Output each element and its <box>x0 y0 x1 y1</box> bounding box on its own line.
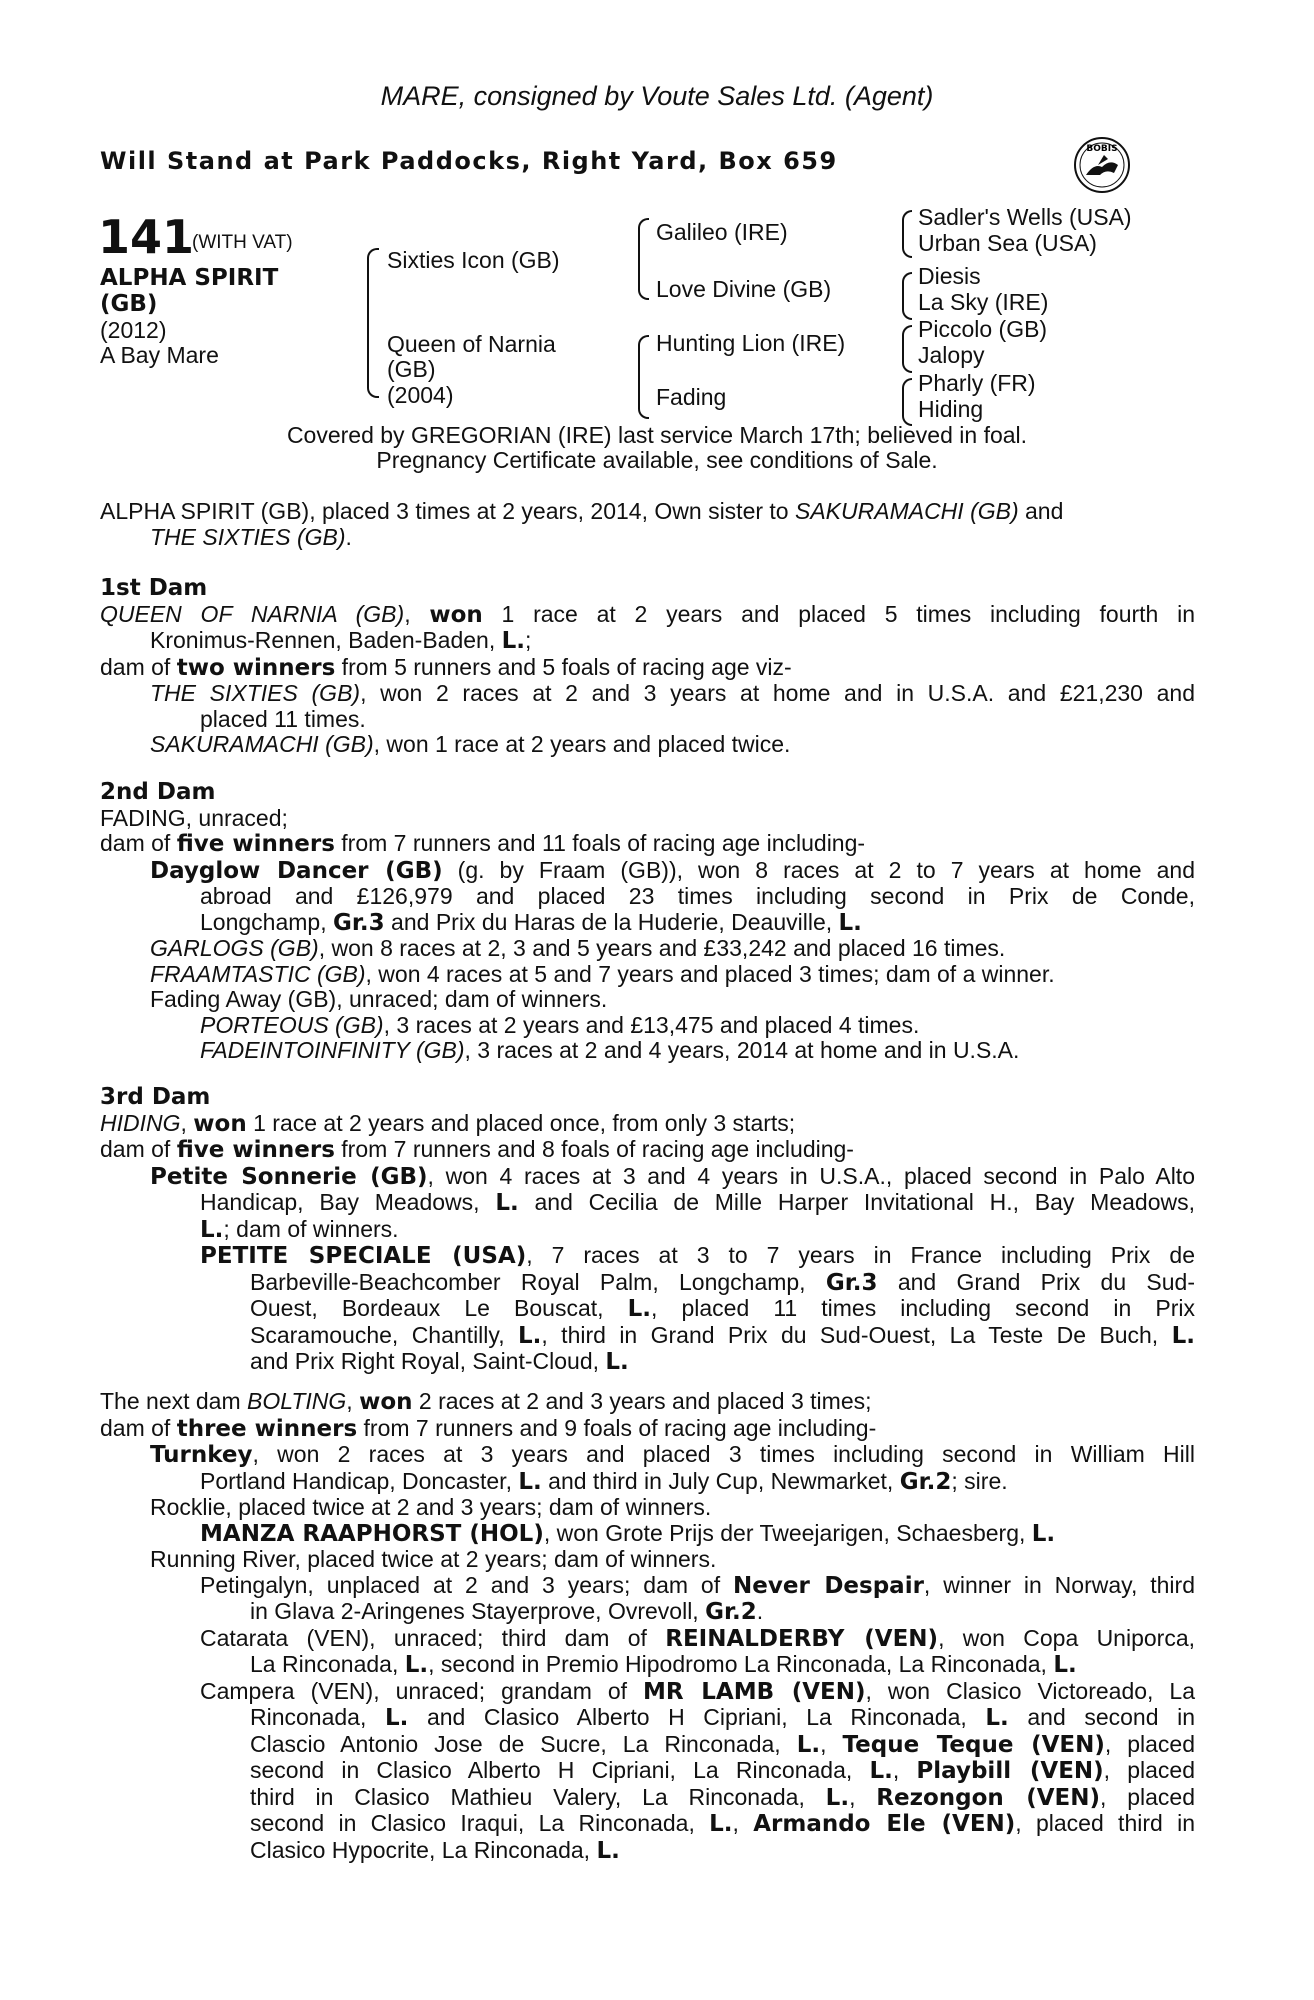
pedigree-g3: La Sky (IRE) <box>918 289 1049 315</box>
pedigree-brace <box>902 210 912 258</box>
intro-paragraph: ALPHA SPIRIT (GB), placed 3 times at 2 years, 2014, Own sister to SAKURAMACHI (GB) and THE SIXTIES (GB). <box>100 498 1064 550</box>
section-heading: 2nd Dam <box>100 779 216 805</box>
pedigree-sire-dam: Love Divine (GB) <box>656 276 832 302</box>
third-dam-section: 3rd Dam HIDING, won 1 race at 2 years and placed once, from only 3 starts; dam of five winners from 7 runners and 8 foals of racing age including- Petite Sonnerie (GB), won 4 races at 3 and 4 years in U.S.A., placed second in Palo Alto Handicap, Bay Meadows, L. and Cecilia de Mille Harper Invitational H., Bay Meadows, L.; dam of winners. PETITE SPECIALE (USA), 7 races at 3 to 7 years in France including Prix de Barbeville-Beachcomber Royal Palm, Longchamp, Gr.3 and Grand Prix du Sud- Ouest, Bordeaux Le Bouscat, L., placed 11 times including second in Prix Scaramouche, Chantilly, L., third in Grand Prix du Sud-Ouest, La Teste De Buch, L. and Prix Right Royal, Saint-Cloud, L. <box>100 1084 1195 1375</box>
lot-number: 141 <box>98 210 195 264</box>
pedigree-g3: Diesis <box>918 263 981 289</box>
covered-note: Pregnancy Certificate available, see conditions of Sale. <box>376 447 938 473</box>
pedigree-brace <box>902 378 912 426</box>
bobis-logo-text: BOBIS <box>1086 144 1118 154</box>
pedigree-brace <box>638 218 649 300</box>
stand-location: Will Stand at Park Paddocks, Right Yard, Box 659 <box>100 147 838 175</box>
horse-year: (2012) <box>100 317 167 343</box>
pedigree-g3: Urban Sea (USA) <box>918 230 1097 256</box>
pedigree-brace <box>367 248 379 398</box>
pedigree-dam: (GB) <box>387 356 436 382</box>
pedigree-g3: Jalopy <box>918 342 985 368</box>
section-heading: 1st Dam <box>100 575 208 601</box>
pedigree-g3: Piccolo (GB) <box>918 316 1048 342</box>
pedigree-sire: Sixties Icon (GB) <box>387 247 560 273</box>
section-heading: 3rd Dam <box>100 1084 211 1110</box>
pedigree-g3: Hiding <box>918 396 984 422</box>
page-title: MARE, consigned by Voute Sales Ltd. (Agent) <box>380 81 934 111</box>
pedigree-brace <box>902 272 912 320</box>
vat-note: (WITH VAT) <box>192 232 293 253</box>
second-dam-section: 2nd Dam FADING, unraced; dam of five winners from 7 runners and 11 foals of racing age including- Dayglow Dancer (GB) (g. by Fraam (GB)), won 8 races at 2 to 7 years at home and abroad and £126,979 and placed 23 times including second in Prix de Conde, Longchamp, Gr.3 and Prix du Haras de la Huderie, Deauville, L. GARLOGS (GB), won 8 races at 2, 3 and 5 years and £33,242 and placed 16 times. FRAAMTASTIC (GB), won 4 races at 5 and 7 years and placed 3 times; dam of a winner. Fading Away (GB), unraced; dam of winners. PORTEOUS (GB), 3 races at 2 years and £13,475 and placed 4 times. FADEINTOINFINITY (GB), 3 races at 2 and 4 years, 2014 at home and in U.S.A. <box>100 779 1195 1063</box>
next-dam-section: The next dam BOLTING, won 2 races at 2 and 3 years and placed 3 times; dam of three winners from 7 runners and 9 foals of racing age including- Turnkey, won 2 races at 3 years and placed 3 times including second in William Hill Portland Handicap, Doncaster, L. and third in July Cup, Newmarket, Gr.2; sire. Rocklie, placed twice at 2 and 3 years; dam of winners. MANZA RAAPHORST (HOL), won Grote Prijs der Tweejarigen, Schaesberg, L. Running River, placed twice at 2 years; dam of winners. Petingalyn, unplaced at 2 and 3 years; dam of Never Despair, winner in Norway, third in Glava 2-Aringenes Stayerprove, Ovrevoll, Gr.2. Catarata (VEN), unraced; third dam of REINALDERBY (VEN), won Copa Uniporca, La Rinconada, L., second in Premio Hipodromo La Rinconada, La Rinconada, L. Campera (VEN), unraced; grandam of MR LAMB (VEN), won Clasico Victoreado, La Rinconada, L. and Clasico Alberto H Cipriani, La Rinconada, L. and second in Clascio Antonio Jose de Sucre, La Rinconada, L., Teque Teque (VEN), placed second in Clasico Alberto H Cipriani, La Rinconada, L., Playbill (VEN), placed third in Clasico Mathieu Valery, La Rinconada, L., Rezongon (VEN), placed second in Clasico Iraqui, La Rinconada, L., Armando Ele (VEN), placed third in Clasico Hypocrite, La Rinconada, L. <box>100 1388 1196 1864</box>
pedigree-dam-sire: Hunting Lion (IRE) <box>656 330 846 356</box>
pedigree-brace <box>902 325 912 373</box>
pedigree-g3: Sadler's Wells (USA) <box>918 204 1132 230</box>
pedigree-dam: Queen of Narnia <box>387 331 556 357</box>
horse-country: (GB) <box>100 291 158 317</box>
pedigree-dam-dam: Fading <box>656 384 727 410</box>
horse-description: A Bay Mare <box>100 342 219 368</box>
horse-name: ALPHA SPIRIT <box>100 265 279 291</box>
pedigree-dam: (2004) <box>387 382 454 408</box>
covered-note: Covered by GREGORIAN (IRE) last service March 17th; believed in foal. <box>286 422 1028 448</box>
pedigree-g3: Pharly (FR) <box>918 370 1036 396</box>
bobis-logo <box>1072 135 1132 195</box>
pedigree-sire-sire: Galileo (IRE) <box>656 219 788 245</box>
first-dam-section: 1st Dam QUEEN OF NARNIA (GB), won 1 race at 2 years and placed 5 times including fourth in Kronimus-Rennen, Baden-Baden, L.; dam of two winners from 5 runners and 5 foals of racing age viz- THE SIXTIES (GB), won 2 races at 2 and 3 years at home and in U.S.A. and £21,230 and placed 11 times. SAKURAMACHI (GB), won 1 race at 2 years and placed twice. <box>100 575 1196 757</box>
pedigree-brace <box>638 335 649 419</box>
